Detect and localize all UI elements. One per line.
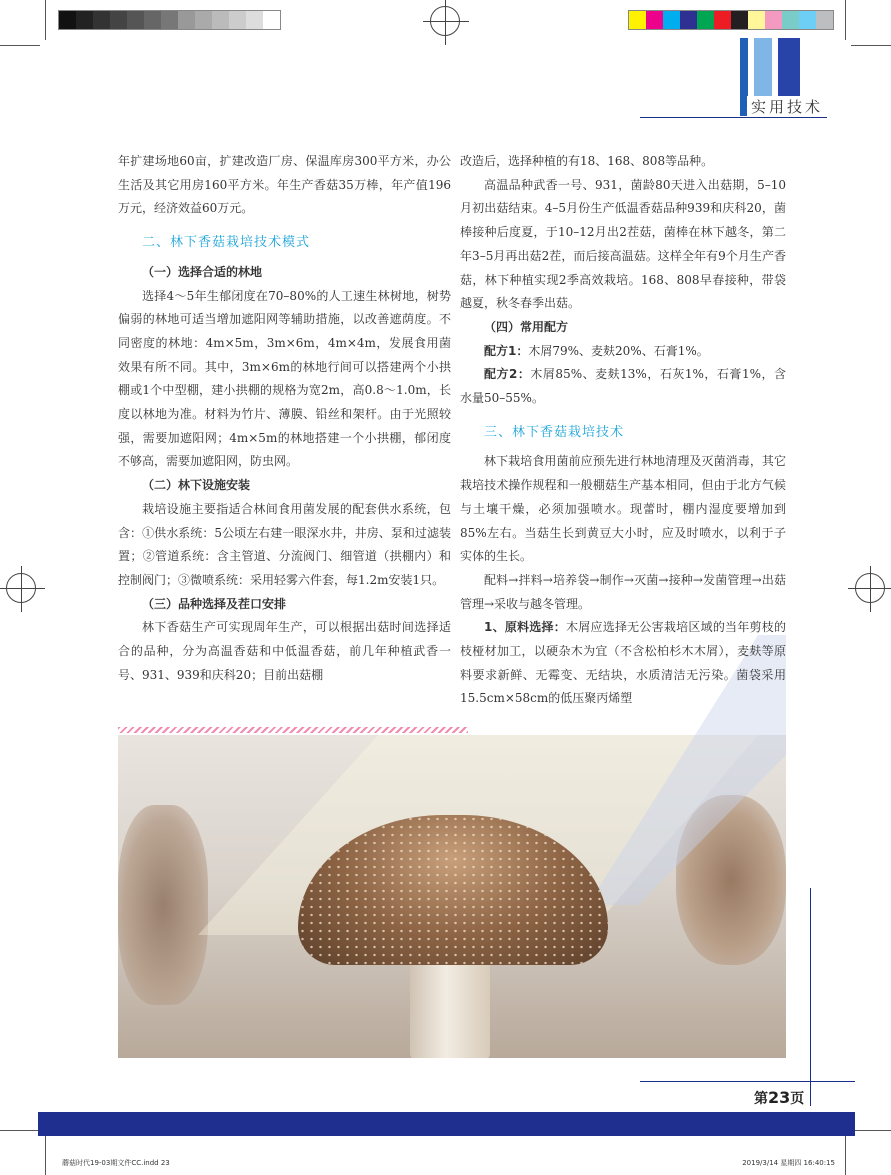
registration-mark-icon: [6, 573, 36, 603]
header-rule: [640, 117, 827, 118]
print-slug-file: 蘑菇时代19-03期文件CC.indd 23: [62, 1159, 170, 1167]
paragraph: 配料→拌料→培养袋→制作→灭菌→接种→发菌管理→出菇管理→采收与越冬管理。: [460, 572, 786, 611]
footer-rule: [640, 1081, 855, 1082]
subsection-heading: （二）林下设施安装: [142, 478, 251, 493]
crop-mark: [0, 45, 40, 46]
crop-mark: [851, 45, 891, 46]
paragraph-text: 木屑应选择无公害栽培区域的当年剪枝的枝桠材加工，以硬杂木为宜（不含松柏杉木木屑），麦麸等原料要求新鲜、无霉变、无结块，水质清洁无污染。菌袋采用15.5cm×58cm的低压聚丙烯塑: [460, 620, 786, 706]
page-suffix: 页: [790, 1091, 805, 1107]
section-heading: 二、林下香菇栽培技术模式: [142, 235, 311, 251]
formula-1: [460, 340, 786, 364]
crop-mark: [851, 1130, 891, 1131]
crop-mark: [845, 1135, 846, 1175]
page-number: [754, 1088, 804, 1108]
paragraph: 林下栽培食用菌前应预先进行林地清理及灭菌消毒，其它栽培技术操作规程和一般棚菇生产基本相同，但由于北方气候与土壤干燥，必须加强喷水。现蕾时，棚内湿度要增加到85%左右。当菇生长到黄豆大小时，应及时喷水，以利于子实体的生长。: [460, 454, 786, 564]
grayscale-swatch-bar: [58, 10, 281, 30]
crop-mark: [0, 1130, 40, 1131]
crop-mark: [45, 0, 46, 40]
footer-vertical-rule: [810, 888, 811, 1106]
section-heading: 三、林下香菇栽培技术: [484, 424, 625, 440]
paragraph: 年扩建场地60亩，扩建改造厂房、保温库房300平方米，办公生活及其它用房160平方米。年生产香菇35万棒，年产值196万元，经济效益60万元。: [118, 154, 451, 216]
formula-label: 配方2：: [484, 367, 531, 382]
pink-stripe-divider: [118, 727, 468, 733]
subsection-heading: （四）常用配方: [484, 319, 569, 334]
page-number-value: 23: [768, 1088, 791, 1107]
paragraph-label: 1、原料选择：: [484, 620, 566, 635]
paragraph: 栽培设施主要指适合林间食用菌发展的配套供水系统，包含：①供水系统：5公顷左右建一眼深水井，井房、泵和过滤装置；②管道系统：含主管道、分流阀门、细管道（拱棚内）和控制阀门；③微喷系统：采用轻雾六件套，每1.2m安装1只。: [118, 501, 451, 587]
page-prefix: 第: [754, 1091, 768, 1107]
registration-mark-icon: [855, 573, 885, 603]
formula-text: 木屑85%、麦麸13%，石灰1%，石膏1%，含水量50–55%。: [460, 367, 787, 406]
formula-2: [460, 363, 786, 410]
color-swatch-bar: [628, 10, 834, 30]
crop-mark: [45, 1135, 46, 1175]
footer-bar: [38, 1112, 855, 1136]
paragraph: [460, 616, 786, 711]
paragraph: 选择4～5年生郁闭度在70–80%的人工速生林树地，树势偏弱的林地可适当增加遮阳网等辅助措施，以改善遮荫度。不同密度的林地：4m×5m，3m×6m，4m×4m，发展食用菌效果有所不同。其中，3m×6m的林地行间可以搭建两个小拱棚或1个中型棚，建小拱棚的规格为宽2m，高0.8～1.0m，长度以林地为准。材料为竹片、薄膜、铅丝和架杆。由于光照较强，需要加遮阳网；4m×5m的林地搭建一个小拱棚，郁闭度不够高，需要加遮阳网，防虫网。: [118, 288, 451, 469]
paragraph: 林下香菇生产可实现周年生产，可以根据出菇时间选择适合的品种，分为高温香菇和中低温香菇，前几年种植武香一号、931、939和庆科20；目前出菇棚: [118, 620, 451, 682]
paragraph: 改造后，选择种植的有18、168、808等品种。: [460, 154, 714, 168]
paragraph: 高温品种武香一号、931，菌龄80天进入出菇期，5–10月初出菇结束。4–5月份生产低温香菇品种939和庆科20，菌棒接种后度夏，于10–12月出2茬菇，菌棒在林下越冬，第二年3–5月再出菇2茬，而后接高温菇。这样全年有9个月生产香菇，林下种植实现2季高效栽培。168、808早春接种，带袋越夏，秋冬春季出菇。: [460, 177, 786, 311]
formula-label: 配方1：: [484, 343, 529, 358]
crop-mark: [845, 0, 846, 40]
subsection-heading: （三）品种选择及茬口安排: [142, 596, 287, 611]
subsection-heading: （一）选择合适的林地: [142, 264, 263, 279]
registration-mark-icon: [430, 6, 460, 36]
formula-text: 木屑79%、麦麸20%、石膏1%。: [528, 343, 709, 358]
section-label: 实用技术: [747, 96, 827, 117]
print-slug-date: 2019/3/14 星期四 16:40:15: [742, 1159, 835, 1167]
left-column: [118, 150, 451, 687]
right-column: [460, 150, 786, 711]
